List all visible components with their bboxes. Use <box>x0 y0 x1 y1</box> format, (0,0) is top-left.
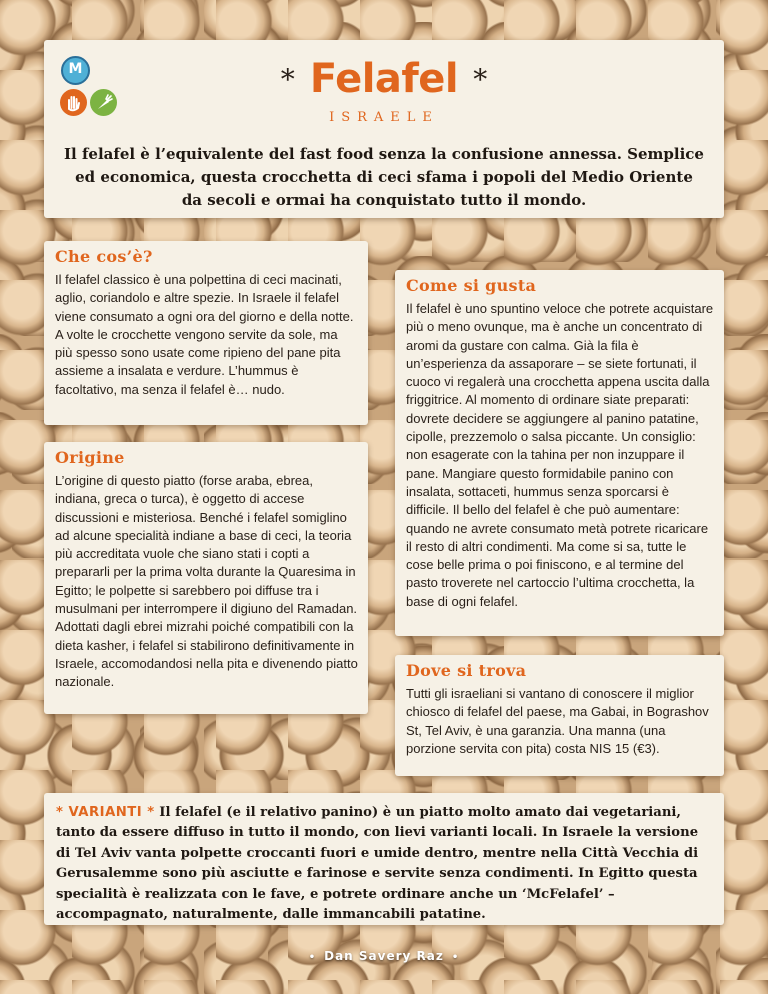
intro-text: Il felafel è l’equivalente del fast food senza la confusione annessa. Semplice ed economica, questa crocchetta di ceci sfama i popoli del Medio Oriente da secoli e ormai ha conquistato tutto il mondo. <box>64 145 704 209</box>
star-right: * <box>473 62 488 96</box>
section-origine <box>44 442 368 714</box>
section-text: L’origine di questo piatto (forse araba, ebrea, indiana, greca o turca), è oggetto di accese discussioni e misteriosa. Benché i felafel somiglino ad alcune specialità indiane a base di ceci, la teoria più accreditata vuole che siano stati i copti a prepararli per la prima volta durante la Quaresima in Egitto; le polpette si sarebbero poi diffuse tra i musulmani per interrompere il digiuno del Ramadan. Adottati dagli ebrei mizrahi poiché compatibili con la dieta kasher, i felafel si stabilirono definitivamente in Israele, accomodandosi nella pita e divenendo piatto nazionale. <box>55 473 358 690</box>
section-heading: Origine <box>55 448 125 467</box>
bullet-right: • <box>451 952 460 963</box>
author-name: Dan Savery Raz <box>324 949 444 963</box>
bullet-left: • <box>308 952 317 963</box>
m-badge-icon: M <box>61 56 90 85</box>
varianti-paragraph <box>56 803 712 925</box>
section-text: Tutti gli israeliani si vantano di conoscere il miglior chiosco di felafel del paese, ma Gabai, in Bograshov St, Tel Aviv, è una garanzia. Una manna (una porzione servita con pita) costa NIS 15 (€3). <box>406 686 709 756</box>
country-label: ISRAELE <box>329 110 439 125</box>
section-text: Il felafel è uno spuntino veloce che potrete acquistare più o meno ovunque, ma è anche un concentrato di aromi da gustare con calma. Già la fila è un’esperienza da assaporare – se siete fortunati, il cuoco vi regalerà una crocchetta appena uscita dalla friggitrice. Al momento di ordinare siate preparati: dovrete decidere se aggiungere al panino patatine, cipolle, prezzemolo o salsa piccante. Un consiglio: non esagerate con la tahina per non inzuppare il pane. Mangiare questo formidabile panino con insalata, sottaceti, hummus senza sporcarsi è difficile. Il bello del felafel è che può aumentare: quando ne avrete consumato metà potrete ricaricare il resto di altri condimenti. Ma come si sa, tutte le cose belle prima o poi finiscono, e al termine del pasto troverete nel cartoccio l’ultima crocchetta, la base di ogni felafel. <box>406 301 714 609</box>
section-heading: Come si gusta <box>406 276 537 295</box>
section-che-cose <box>44 241 368 425</box>
page-title: Felafel <box>309 56 459 102</box>
varianti-card <box>44 793 724 925</box>
varianti-label: * VARIANTI * <box>56 805 155 820</box>
section-text: Il felafel classico è una polpettina di ceci macinati, aglio, coriandolo e altre spezie. In Israele il felafel viene consumato a ogni ora del giorno e della notte. A volte le crocchette vengono servite da sole, ma più spesso sono usate come ripieno del pane pita assieme a insalata e verdure. L’hummus è facoltativo, ma senza il felafel è… nudo. <box>55 272 354 397</box>
star-left: * <box>280 62 295 96</box>
title-row <box>44 56 724 102</box>
section-come-si-gusta <box>395 270 724 636</box>
section-heading: Dove si trova <box>406 661 527 680</box>
section-heading: Che cos’è? <box>55 247 153 266</box>
varianti-text: Il felafel (e il relativo panino) è un piatto molto amato dai vegetariani, tanto da essere diffuso in tutto il mondo, con lievi varianti locali. In Israele la versione di Tel Aviv vanta polpette croccanti fuori e umide dentro, mentre nella Città Vecchia di Gerusalemme sono più asciutte e farinose e servite senza condimenti. In Egitto questa specialità è realizzata con le fave, e potrete ordinare anche un ‘McFelafel’ – accompagnato, naturalmente, dalle immancabili patatine. <box>56 805 699 923</box>
section-dove-si-trova <box>395 655 724 776</box>
header-card <box>44 40 724 218</box>
author-credit <box>0 949 768 963</box>
